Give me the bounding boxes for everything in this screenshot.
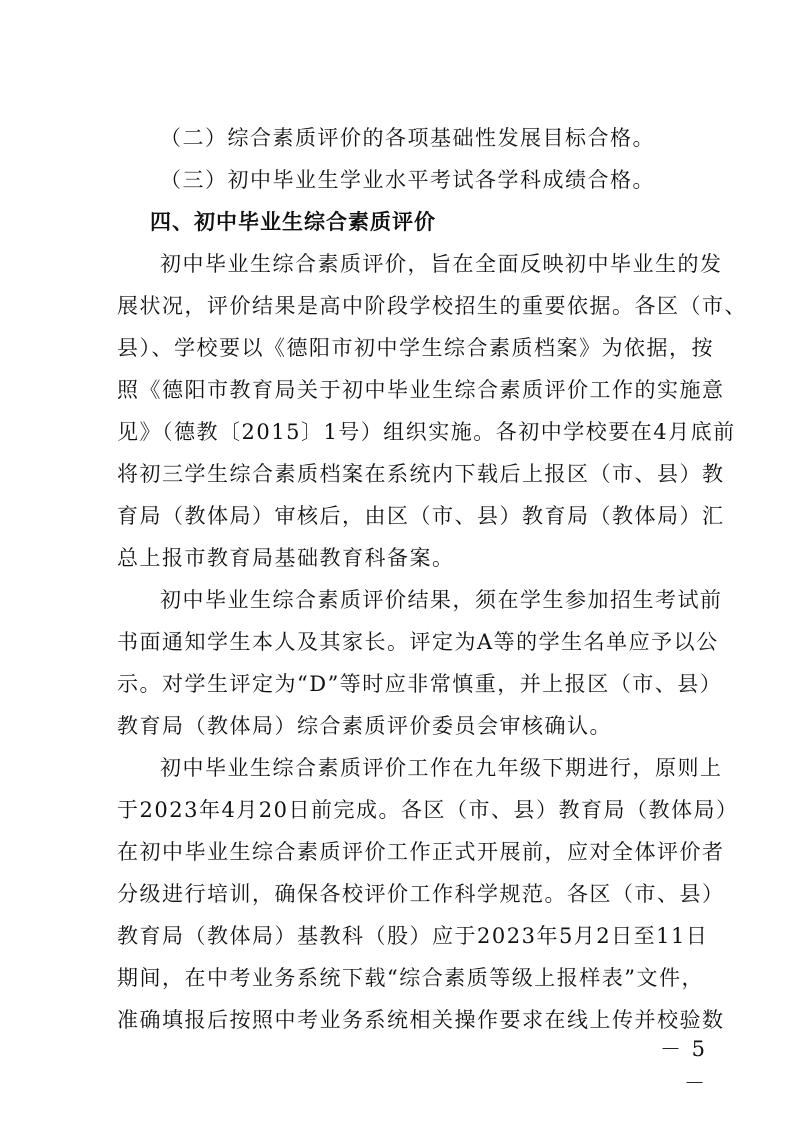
paragraph-line: 准确填报后按照中考业务系统相关操作要求在线上传并校验数: [117, 1008, 725, 1032]
paragraph-line: 期间，在中考业务系统下载“综合素质等级上报样表”文件，: [117, 966, 704, 990]
item-two-line: （二）综合素质评价的各项基础性发展目标合格。: [160, 126, 655, 150]
item-three-line: （三）初中毕业生学业水平考试各学科成绩合格。: [160, 168, 655, 192]
paragraph-line: 初中毕业生综合素质评价工作在九年级下期进行，原则上: [160, 756, 723, 780]
paragraph-line: 初中毕业生综合素质评价结果，须在学生参加招生考试前: [160, 588, 723, 612]
paragraph-line: 照《德阳市教育局关于初中毕业生综合素质评价工作的实施意: [117, 378, 725, 402]
paragraph-line: 见》（德教〔2015〕1号）组织实施。各初中学校要在4月底前: [117, 420, 736, 444]
paragraph-line: 将初三学生综合素质档案在系统内下载后上报区（市、县）教: [117, 462, 725, 486]
paragraph-line: 总上报市教育局基础教育科备案。: [117, 546, 455, 570]
paragraph-line: 县）、学校要以《德阳市初中学生综合素质档案》为依据，按: [117, 336, 714, 360]
paragraph-line: 展状况，评价结果是高中阶段学校招生的重要依据。各区（市、: [117, 294, 747, 318]
paragraph-line: 分级进行培训，确保各校评价工作科学规范。各区（市、县）: [117, 882, 725, 906]
paragraph-line: 初中毕业生综合素质评价，旨在全面反映初中毕业生的发: [160, 252, 723, 276]
paragraph-line: 教育局（教体局）综合素质评价委员会审核确认。: [117, 714, 612, 738]
page-number: － 5 －: [659, 1037, 707, 1095]
section-heading: 四、初中毕业生综合素质评价: [150, 210, 436, 234]
paragraph-line: 育局（教体局）审核后，由区（市、县）教育局（教体局）汇: [117, 504, 725, 528]
paragraph-line: 教育局（教体局）基教科（股）应于2023年5月2日至11日: [117, 924, 709, 948]
paragraph-line: 在初中毕业生综合素质评价工作正式开展前，应对全体评价者: [117, 840, 725, 864]
paragraph-line: 书面通知学生本人及其家长。评定为A等的学生名单应予以公: [117, 630, 719, 654]
paragraph-line: 于2023年4月20日前完成。各区（市、县）教育局（教体局）: [117, 798, 739, 822]
paragraph-line: 示。对学生评定为“D”等时应非常慎重，并上报区（市、县）: [117, 672, 723, 696]
